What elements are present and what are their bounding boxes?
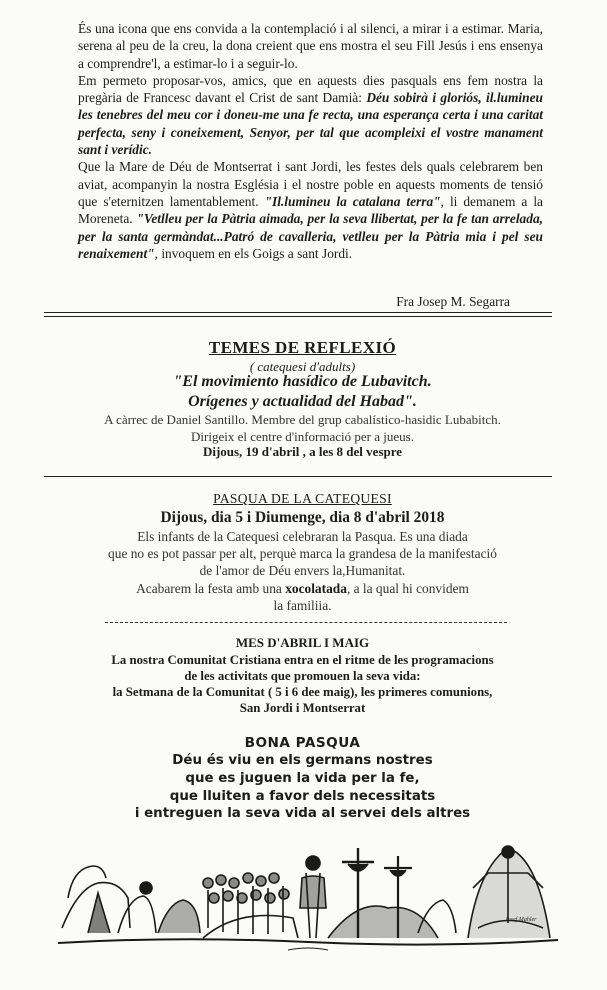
- temes-subtitle: ( catequesi d'adults): [249, 359, 356, 374]
- bona-line4: i entreguen la seva vida al servei dels altres: [134, 806, 471, 822]
- intro-text: [78, 20, 543, 309]
- prayer-quote: Déu sobirà i gloriós, il.lumineu les tenebres del meu cor i doneu-me una fe recta, una esperança certa i una caritat perfecta, seny i coneixement, Senyor, per tal que acompleixi el vostre manament sant i verídic.: [78, 90, 543, 158]
- pasqua-line5: la familiia.: [273, 597, 332, 613]
- mes-line1: La nostra Comunitat Cristiana entra en el ritme de les programacions: [111, 653, 494, 667]
- temes-date: Dijous, 19 d'abril , a les 8 del vespre: [202, 444, 403, 459]
- bona-pasqua-title: BONA PASQUA: [244, 735, 361, 751]
- goigs-quote: "Vetlleu per la Pàtria aimada, per la seva llibertat, per la fe tan arrelada, per la santa germàndat...Patró de cavalleria, vetlleu per la Pàtria mia i pel seu renaixement": [78, 211, 543, 261]
- intro-p2-text: Em permeto proposar-vos, amics, que en aquests dies pasquals ens fem nostra la pregària de Francesc davant el Crist de sant Damià:: [78, 72, 543, 106]
- intro-paragraph-2: [78, 72, 543, 158]
- easter-illustration: [58, 828, 558, 958]
- mes-line4: San Jordi i Montserrat: [239, 701, 366, 715]
- mes-title: MES D'ABRIL I MAIG: [235, 635, 370, 650]
- bona-line1: Déu és viu en els germans nostres: [172, 753, 433, 768]
- temes-topic-line1: "El movimiento hasídico de Lubavitch.: [173, 373, 432, 390]
- intro-paragraph-3: [78, 158, 543, 262]
- pasqua-line4-pre: Acabarem la festa amb una: [136, 580, 286, 596]
- pasqua-line4-post: , a la qual hi convidem: [346, 580, 469, 596]
- temes-speaker-line2: Dirigeix el centre d'informació per a jueus.: [191, 429, 414, 444]
- temes-speaker-line1: A càrrec de Daniel Santillo. Membre del grup cabalístico-hasidic Lubabitch.: [104, 412, 501, 427]
- bona-line3: que lluiten a favor dels necessitats: [169, 788, 436, 804]
- pasqua-line2: que no es pot passar per alt, perquè marca la grandesa de la manifestació: [108, 546, 497, 562]
- temes-topic-line2: Orígenes y actualidad del Habad".: [188, 393, 417, 410]
- double-divider: [44, 312, 552, 317]
- pasqua-line3: de l'amor de Déu envers la,Humanitat.: [199, 563, 406, 579]
- signature: Fra Josep M. Segarra: [396, 294, 510, 309]
- xocolatada: xocolatada: [285, 580, 347, 596]
- mes-line3: la Setmana de la Comunitat ( 5 i 6 dee maig), les primeres comunions,: [112, 685, 493, 699]
- mes-line2: de les activitats que promouen la seva vida:: [184, 669, 421, 683]
- intro-p3-text3: , invoquem en els Goigs a sant Jordi.: [154, 245, 353, 261]
- single-divider: [44, 476, 552, 477]
- dashed-divider: [105, 622, 507, 623]
- pasqua-title: PASQUA DE LA CATEQUESI: [213, 491, 392, 506]
- intro-p3-text2: , li demanem a la Moreneta.: [78, 193, 543, 227]
- pasqua-body: [40, 528, 565, 614]
- artist-signature: Josef Mahler: [505, 917, 537, 923]
- pasqua-date: Dijous, dia 5 i Diumenge, dia 8 d'abril 2018: [160, 509, 445, 526]
- intro-paragraph-1: És una icona que ens convida a la contemplació i al silenci, a mirar i a estimar. Maria, serena al peu de la creu, la dona creient que ens mostra el seu Fill Jesús i ens ensenya a comprendre'l, a estimar-lo i a seguir-lo.: [78, 21, 543, 71]
- pasqua-line4: [40, 580, 565, 597]
- mes-body: [40, 652, 565, 716]
- pasqua-line1: Els infants de la Catequesi celebraran la Pasqua. Es una diada: [137, 529, 468, 544]
- bona-line2: que es juguen la vida per la fe,: [185, 770, 420, 786]
- moreneta-quote: "Il.lumineu la catalana terra": [264, 193, 441, 209]
- bona-pasqua-body: [40, 752, 565, 823]
- temes-title: TEMES DE REFLEXIÓ: [208, 338, 397, 357]
- intro-p3-text1: Que la Mare de Déu de Montserrat i sant Jordi, les festes dels quals celebrarem ben aviat, acompanyin la nostra Església i el nostre poble en aquests moments de tensió que s'eternitzen lamentablement.: [78, 159, 543, 209]
